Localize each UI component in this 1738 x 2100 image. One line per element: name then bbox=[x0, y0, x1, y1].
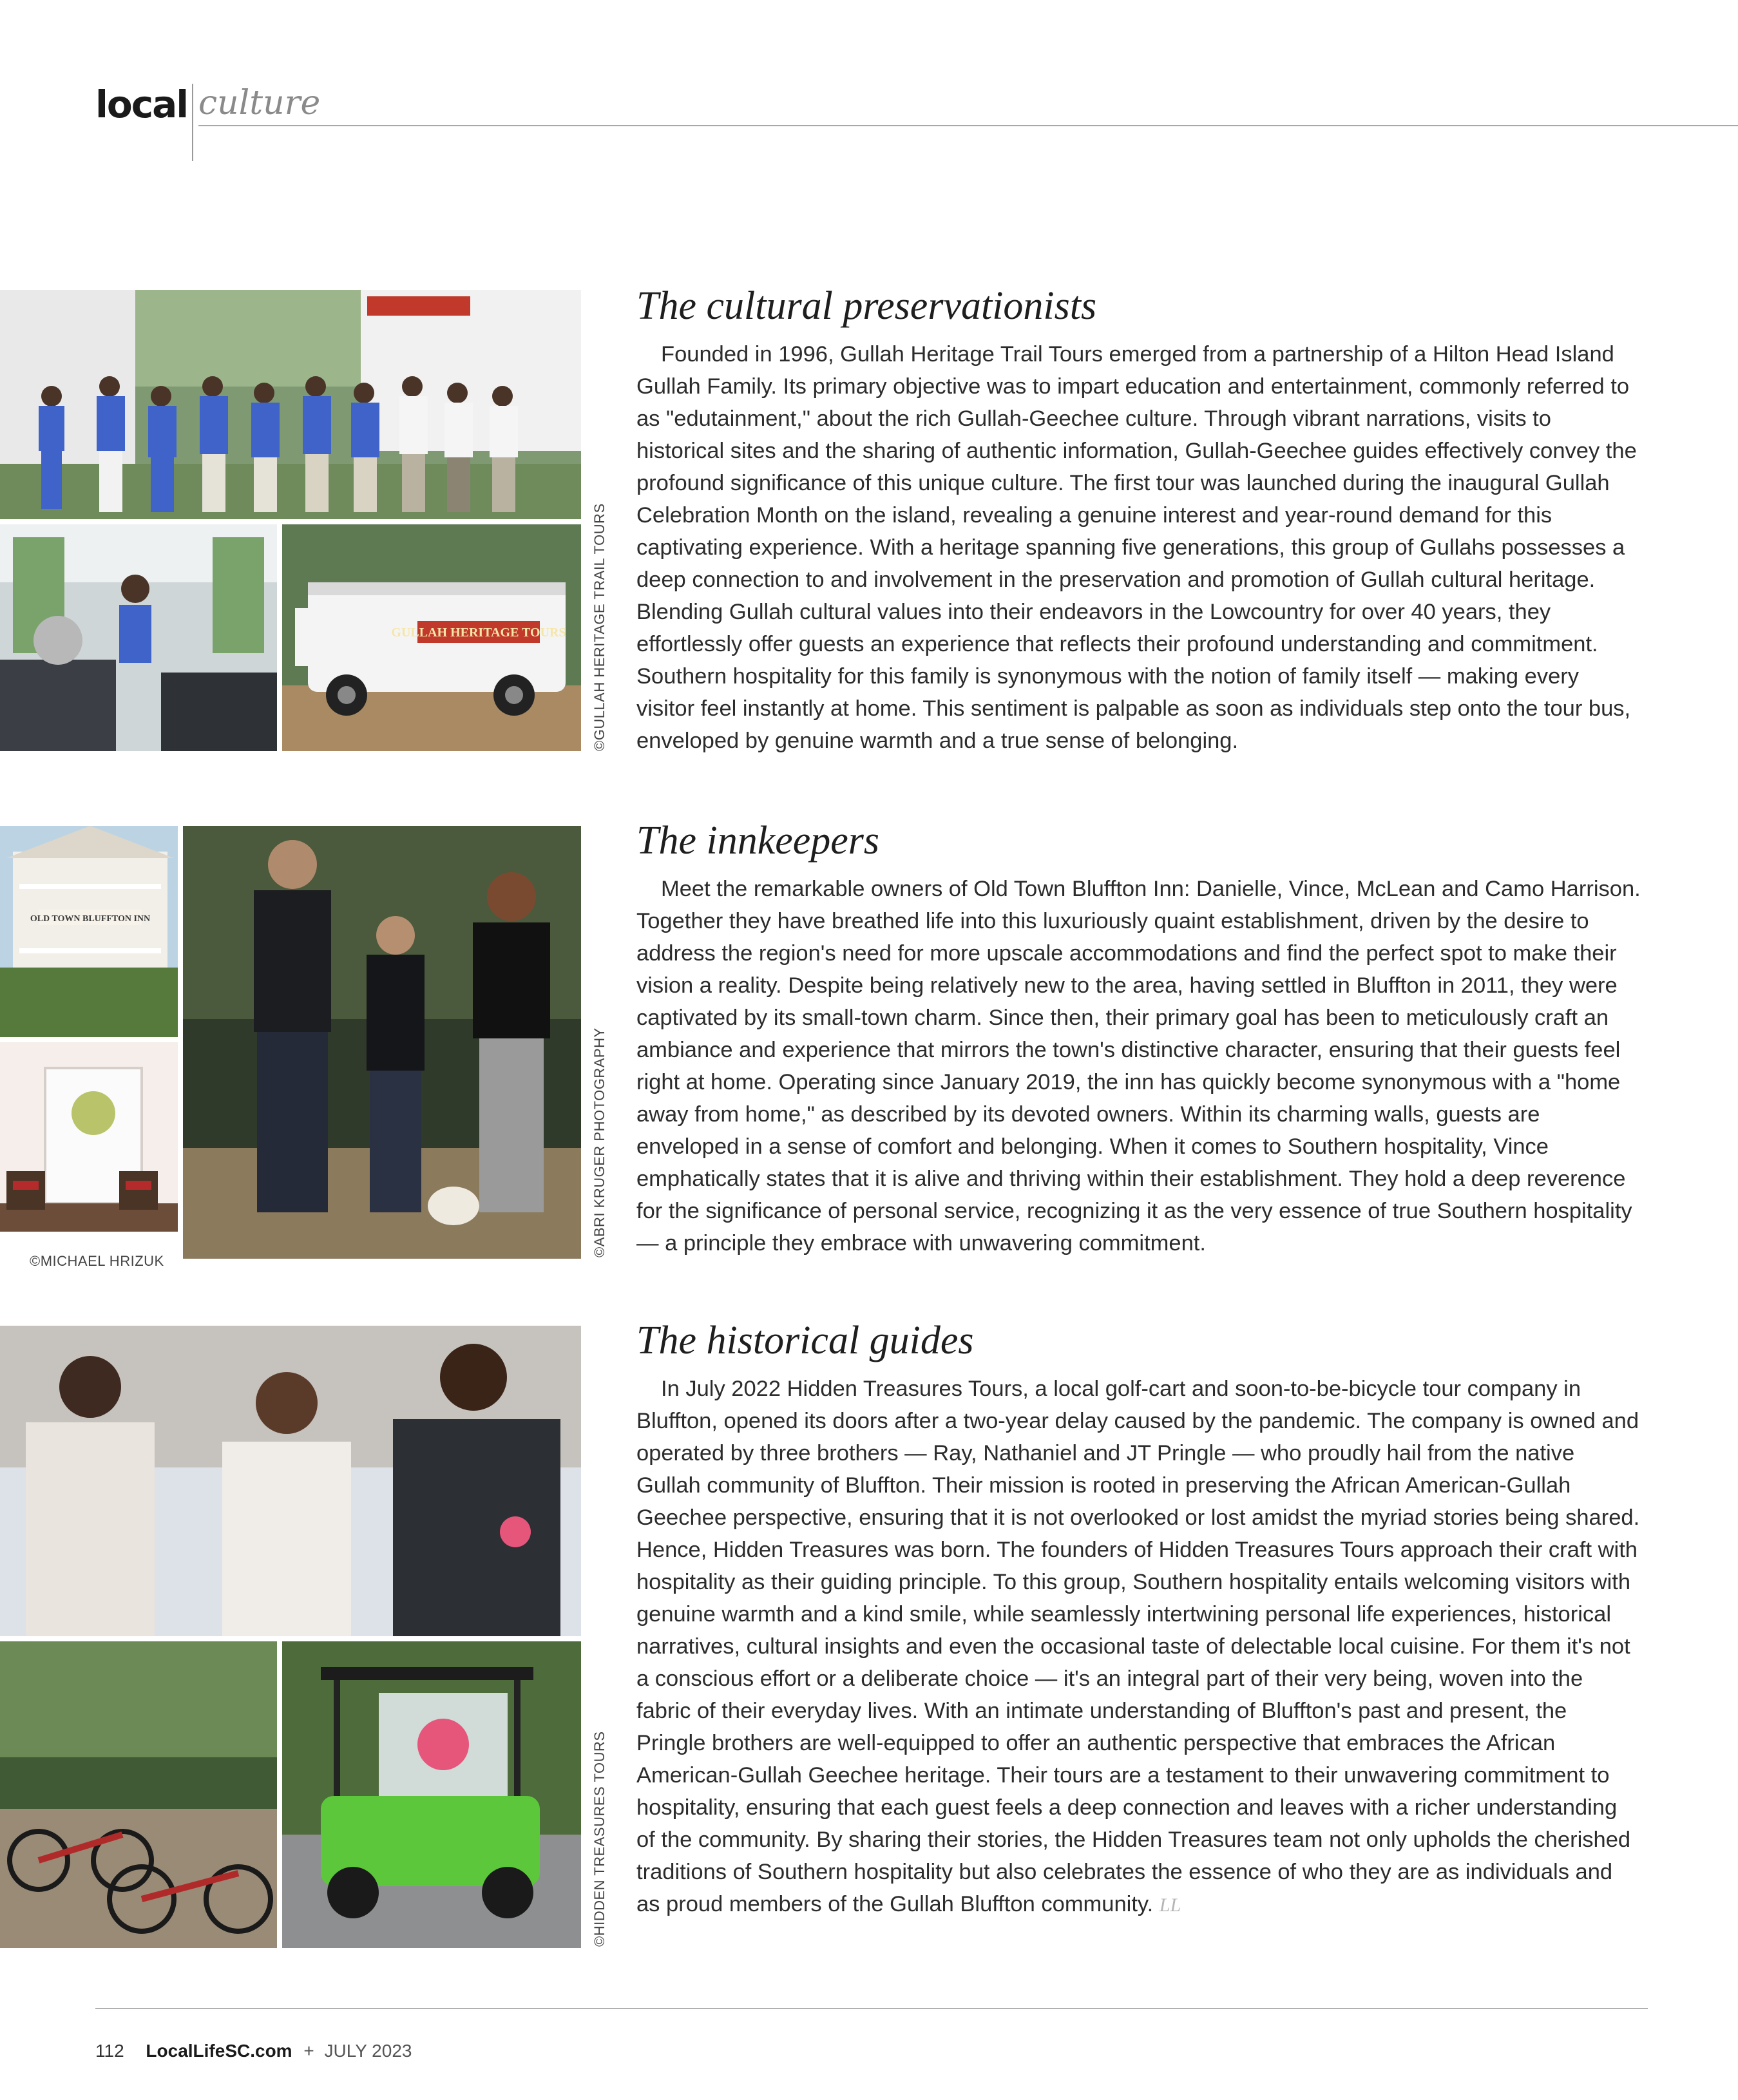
subsection-label: culture bbox=[198, 84, 321, 122]
photo-golf-cart bbox=[282, 1641, 581, 1948]
photo-credit-family: ©ABRI KRUGER PHOTOGRAPHY bbox=[591, 1027, 607, 1257]
article-heading: The cultural preservationists bbox=[636, 284, 1097, 328]
article-body-text: In July 2022 Hidden Treasures Tours, a local golf-cart and soon-to-be-bicycle tour company in Bluffton, opened its doors after a two-year delay caused by the pandemic. The company is owned and operated by three brothers — Ray, Nathaniel and JT Pringle — who proudly hail from the native Gullah community of Bluffton. Their mission is rooted in preserving the African American-Gullah Geechee perspective, ensuring that it is not overlooked or lost amidst the myriad stories being shared. Hence, Hidden Treasures was born. The founders of Hidden Treasures Tours approach their craft with hospitality as their guiding principle. To this group, Southern hospitality entails welcoming visitors with genuine warmth and a kind smile, while seamlessly intertwining personal life experiences, historical narratives, cultural insights and even the occasional taste of delectable local cuisine. For them it's not a conscious effort or a deliberate choice — it's an integral part of their very being, woven into the fabric of their everyday lives. With an intimate understanding of Bluffton's past and present, the Pringle brothers are well-equipped to offer an authentic perspective that embraces the African American-Gullah Geechee heritage. Their tours are a testament to their unwavering commitment to hospitality, ensuring that each guest feels a deep connection and leaves with a richer understanding of the community. By sharing their stories, the Hidden Treasures team not only upholds the cherished traditions of Southern hospitality but also celebrates the essence of who they are as individuals and as proud members of the Gullah Bluffton community. bbox=[636, 1377, 1640, 1916]
article-historical-guides bbox=[636, 1318, 1641, 1922]
bus-sign-text: GULLAH HERITAGE TOURS bbox=[391, 625, 566, 640]
article-body: Founded in 1996, Gullah Heritage Trail Tours emerged from a partnership of a Hilton Head Island Gullah Family. Its primary objective was to impart education and entertainment, commonly referred to as "edutainment," about the rich Gullah-Geechee culture. Through vibrant narrations, visits to historical sites and the sharing of authentic information, Gullah-Geechee guides effectively convey the profound significance of this unique culture. The first tour was launched during the inaugural Gullah Celebration Month on the island, revealing a genuine interest and year-round demand for this captivating experience. With a heritage spanning five generations, this group of Gullahs possesses a deep connection to and involvement in the preservation and promotion of Gullah cultural heritage. Blending Gullah cultural values into their endeavors in the Lowcountry for over 40 years, they effortlessly offer guests an experience that reflects their profound understanding and commitment. Southern hospitality for this family is synonymous with the notion of family itself — making every visitor feel instantly at home. This sentiment is palpable as soon as individuals step onto the tour bus, enveloped by genuine warmth and a true sense of belonging. bbox=[636, 342, 1637, 753]
photo-gullah-tour-bus bbox=[282, 524, 581, 751]
article-cultural-preservationists bbox=[636, 283, 1641, 757]
photo-credit-gullah: ©GULLAH HERITAGE TRAIL TOURS bbox=[591, 503, 607, 751]
inn-sign-text: OLD TOWN BLUFFTON INN bbox=[30, 914, 151, 924]
section-label: local bbox=[95, 82, 188, 126]
article-body bbox=[636, 1373, 1641, 1922]
article-heading: The historical guides bbox=[636, 1319, 974, 1362]
photo-credit-hidden-treasures: ©HIDDEN TREASURES TOURS bbox=[591, 1731, 607, 1947]
footer-separator: + bbox=[303, 2041, 314, 2061]
photo-harrison-family bbox=[183, 826, 581, 1259]
issue-date: JULY 2023 bbox=[324, 2041, 412, 2061]
photo-gullah-guides-group bbox=[0, 290, 581, 519]
header-rule bbox=[198, 125, 1738, 126]
photo-inn-exterior bbox=[0, 826, 178, 1037]
header-divider bbox=[192, 84, 193, 161]
photo-inn-porch bbox=[0, 1042, 178, 1232]
section-header bbox=[95, 77, 1641, 161]
page-footer bbox=[95, 2041, 412, 2061]
site-link[interactable]: LocalLifeSC.com bbox=[146, 2041, 292, 2061]
photo-bicycles bbox=[0, 1641, 277, 1948]
article-body: Meet the remarkable owners of Old Town Bluffton Inn: Danielle, Vince, McLean and Camo Harrison. Together they have breathed life into this luxuriously quaint establishment, driven by the desire to address the region's need for more upscale accommodations and find the perfect spot to make their vision a reality. Despite being relatively new to the area, having settled in Bluffton in 2011, they were captivated by its small-town charm. Since then, their primary goal has been to meticulously craft an ambiance and experience that mirrors the town's distinctive character, ensuring that their guests feel right at home. Operating since January 2019, the inn has quickly become synonymous with a "home away from home," as described by its devoted owners. Within its charming walls, guests are enveloped in a sense of comfort and belonging. When it comes to Southern hospitality, Vince emphatically states that it is alive and thriving within their establishment. They hold a deep reverence for the significance of personal service, recognizing it as the very essence of true Southern hospitality — a principle they embrace with unwavering commitment. bbox=[636, 877, 1641, 1255]
end-mark: LL bbox=[1159, 1895, 1181, 1916]
article-innkeepers bbox=[636, 818, 1641, 1259]
photo-bus-interior bbox=[0, 524, 277, 751]
page-number: 112 bbox=[95, 2041, 124, 2061]
photo-credit-inn: ©MICHAEL HRIZUK bbox=[30, 1253, 164, 1269]
footer-rule bbox=[95, 2008, 1648, 2009]
photo-pringle-brothers bbox=[0, 1326, 581, 1636]
article-heading: The innkeepers bbox=[636, 819, 880, 863]
